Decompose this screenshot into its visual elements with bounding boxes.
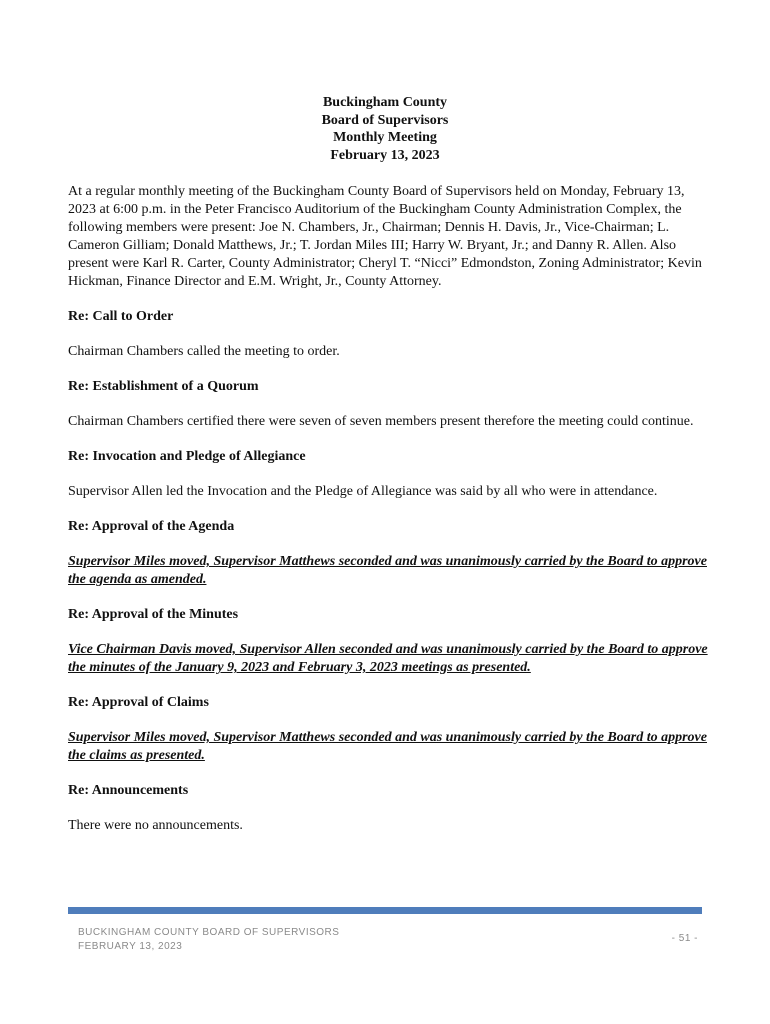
footer-date: FEBRUARY 13, 2023: [78, 941, 183, 952]
heading-agenda: Re: Approval of the Agenda: [68, 519, 235, 534]
heading-claims: Re: Approval of Claims: [68, 695, 209, 710]
heading-quorum: Re: Establishment of a Quorum: [68, 379, 259, 394]
call-to-order-text: Chairman Chambers called the meeting to order.: [68, 344, 340, 359]
header-county: Buckingham County: [322, 95, 448, 110]
quorum-text: Chairman Chambers certified there were seven of seven members present therefore the meeting could continue.: [68, 414, 694, 429]
header-board: Board of Supervisors: [321, 112, 449, 128]
claims-motion: Supervisor Miles moved, Supervisor Matthews seconded and was unanimously carried by the Board to approve the claims as presented.: [68, 730, 707, 763]
document-header: [0, 94, 770, 164]
heading-announcements: Re: Announcements: [68, 783, 189, 798]
invocation-text: Supervisor Allen led the Invocation and the Pledge of Allegiance was said by all who were in attendance.: [68, 484, 658, 499]
minutes-motion: Vice Chairman Davis moved, Supervisor Allen seconded and was unanimously carried by the Board to approve the minutes of the January 9, 2023 and February 3, 2023 meetings as presented.: [68, 642, 708, 675]
header-meeting-type: Monthly Meeting: [333, 130, 437, 146]
footer-org: BUCKINGHAM COUNTY BOARD OF SUPERVISORS: [78, 927, 340, 938]
heading-minutes: Re: Approval of the Minutes: [68, 607, 239, 622]
heading-call-to-order: Re: Call to Order: [68, 309, 174, 324]
announcements-text: There were no announcements.: [68, 818, 243, 833]
agenda-motion: Supervisor Miles moved, Supervisor Matthews seconded and was unanimously carried by the Board to approve the agenda as amended.: [68, 554, 707, 587]
document-body: [68, 183, 708, 852]
page-number: - 51 -: [671, 933, 698, 944]
footer-divider: [68, 907, 702, 914]
intro-paragraph: At a regular monthly meeting of the Buckingham County Board of Supervisors held on Monday, February 13, 2023 at 6:00 p.m. in the Peter Francisco Auditorium of the Buckingham County Administration Complex, the following members were present: Joe N. Chambers, Jr., Chairman; Dennis H. Davis, Jr., Vice-Chairman; L. Cameron Gilliam; Donald Matthews, Jr.; T. Jordan Miles III; Harry W. Bryant, Jr.; and Danny R. Allen. Also present were Karl R. Carter, County Administrator; Cheryl T. “Nicci” Edmondston, Zoning Administrator; Kevin Hickman, Finance Director and E.M. Wright, Jr., County Attorney.: [68, 184, 702, 289]
heading-invocation: Re: Invocation and Pledge of Allegiance: [68, 449, 306, 464]
footer-info: [78, 926, 339, 954]
header-meeting-date: February 13, 2023: [330, 147, 440, 163]
